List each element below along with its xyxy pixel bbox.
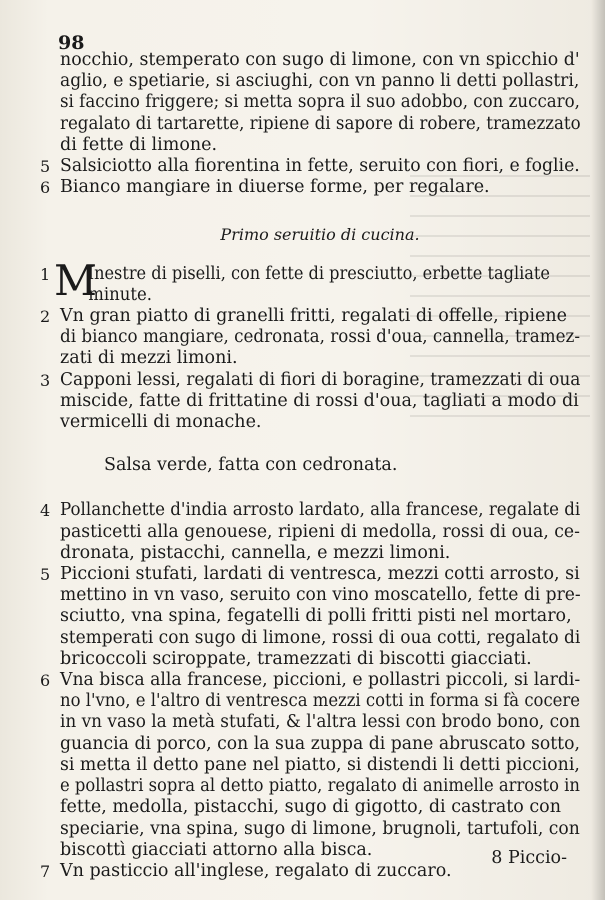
text-line: regalato di tartarette, ripiene di sapore di robere, tramezzato bbox=[60, 113, 581, 134]
text-line: mettino in vn vaso, seruito con vino moscatello, fette di pre- bbox=[60, 585, 581, 606]
text-line: di fette di limone. bbox=[60, 134, 218, 155]
text-line: sciutto, vna spina, fegatelli di polli fritti pisti nel mortaro, bbox=[60, 606, 572, 627]
text-line: speciarie, vna spina, sugo di limone, brugnoli, tartufoli, con bbox=[60, 818, 580, 839]
catchword: 8 Piccio- bbox=[491, 848, 567, 868]
text-line: nocchio, stemperato con sugo di limone, con vn spicchio d' bbox=[60, 50, 580, 70]
text-line: miscide, fatte di frittatine di rossi d'oua, tagliati a modo di bbox=[60, 390, 579, 411]
item-number: 5 bbox=[40, 157, 51, 177]
text-line: pasticetti alla genouese, ripieni di medolla, rossi di oua, ce- bbox=[60, 521, 580, 542]
continuation-paragraph bbox=[60, 50, 580, 156]
list-item bbox=[40, 306, 580, 370]
text-line: Capponi lessi, regalati di fiori di boragine, tramezzati di oua bbox=[60, 369, 581, 390]
text-line: si faccino friggere; si metta sopra il suo adobbo, con zuccaro, bbox=[60, 92, 580, 113]
text-line: bricoccoli sciroppate, tramezzati di biscotti giacciati. bbox=[60, 648, 532, 669]
list-item bbox=[40, 670, 581, 861]
page-number: 98 bbox=[58, 32, 85, 54]
item-number: 7 bbox=[40, 861, 51, 881]
list-item bbox=[40, 500, 581, 564]
text-line: dronata, pistacchi, cannella, e mezzi limoni. bbox=[60, 542, 451, 563]
list-item bbox=[40, 369, 581, 434]
text-line: fette, medolla, pistacchi, sugo di gigotto, di castrato con bbox=[60, 797, 561, 818]
text-line: biscottì giacciati attorno alla bisca. bbox=[60, 839, 373, 860]
text-line: Vn gran piatto di granelli fritti, regalati di offelle, ripiene bbox=[60, 306, 567, 327]
text-line: e pollastri sopra al detto piatto, regalato di animelle arrosto in bbox=[60, 776, 580, 797]
section-heading: Primo seruitio di cucina. bbox=[220, 225, 420, 245]
item-number: 6 bbox=[40, 178, 51, 198]
text-line: Vn pasticcio all'inglese, regalato di zuccaro. bbox=[60, 860, 452, 881]
page-body bbox=[40, 50, 581, 882]
text-line: si metta il detto pane nel piatto, si distendi li detti piccioni, bbox=[60, 754, 580, 775]
item-number: 4 bbox=[40, 501, 51, 521]
text-line: Bianco mangiare in diuerse forme, per regalare. bbox=[60, 177, 490, 198]
text-line: minute. bbox=[88, 284, 153, 305]
item-number: 6 bbox=[40, 671, 51, 691]
text-line: Pollanchette d'india arrosto lardato, alla francese, regalate di bbox=[60, 500, 581, 521]
page-edge-shadow bbox=[591, 0, 605, 900]
drop-cap: M bbox=[54, 255, 98, 305]
item-number: 5 bbox=[40, 565, 51, 585]
text-line: stemperati con sugo di limone, rossi di oua cotti, regalato di bbox=[60, 627, 581, 648]
text-line: Inestre di piselli, con fette di presciutto, erbette tagliate bbox=[87, 263, 550, 284]
text-line: no l'vno, e l'altro di ventresca mezzi cotti in forma si fà cocere bbox=[60, 691, 581, 712]
text-line: guancia di porco, con la sua zuppa di pane abruscato sotto, bbox=[60, 733, 580, 754]
text-line: Salsiciotto alla fiorentina in fette, seruito con fiori, e foglie. bbox=[60, 156, 580, 177]
list-item bbox=[40, 564, 581, 670]
text-line: zati di mezzi limoni. bbox=[60, 348, 238, 369]
item-number: 2 bbox=[40, 307, 51, 327]
list-item bbox=[40, 156, 580, 177]
text-line: aglio, e spetiarie, si asciughi, con vn panno li detti pollastri, bbox=[60, 71, 580, 92]
item-number: 1 bbox=[40, 264, 51, 284]
list-item bbox=[40, 255, 580, 306]
text-line: vermicelli di monache. bbox=[60, 412, 262, 433]
text-line: in vn vaso la metà stufati, & l'altra lessi con brodo bono, con bbox=[60, 712, 581, 733]
text-line: di bianco mangiare, cedronata, rossi d'oua, cannella, tramez- bbox=[60, 327, 580, 348]
list-item bbox=[40, 177, 580, 198]
sauce-heading: Salsa verde, fatta con cedronata. bbox=[104, 455, 398, 476]
text-line: Vna bisca alla francese, piccioni, e pollastri piccoli, si lardi- bbox=[60, 670, 581, 691]
item-number: 3 bbox=[40, 370, 51, 390]
text-line: Piccioni stufati, lardati di ventresca, mezzi cotti arrosto, si bbox=[60, 564, 580, 585]
